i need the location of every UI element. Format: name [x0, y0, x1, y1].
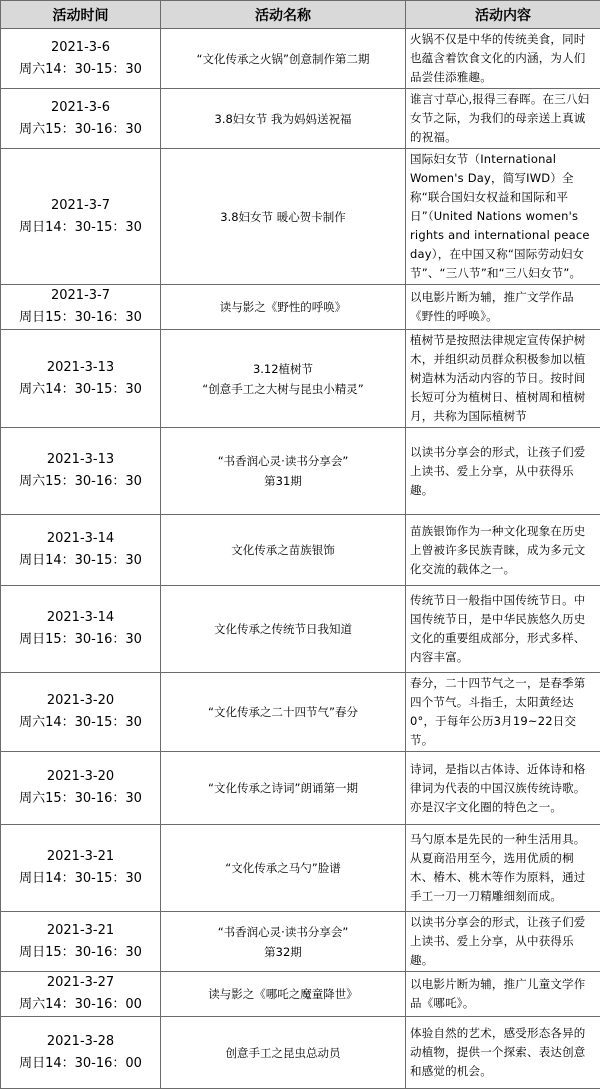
table-row	[1, 89, 600, 149]
activity-time-cell	[1, 912, 161, 972]
activity-content-cell: 苗族银饰作为一种文化现象在历史上曾被许多民族青睐，成为多元文化交流的载体之一。	[406, 515, 600, 586]
activity-name-line: 读与影之《哪吒之魔童降世》	[167, 984, 399, 1004]
activity-date: 2021-3-20	[1, 766, 160, 788]
activity-name-cell	[161, 972, 406, 1017]
activity-content-cell: 以读书分享会的形式，让孩子们爱上读书、爱上分享，从中获得乐趣。	[406, 912, 600, 972]
activity-content-cell: 火锅不仅是中华的传统美食，同时也蕴含着饮食文化的内涵，为人们品尝佳添雅趣。	[406, 29, 600, 89]
activity-date: 2021-3-13	[1, 357, 160, 379]
activity-time-cell	[1, 428, 161, 515]
activity-content-cell: 谁言寸草心,报得三春晖。在三八妇女节之际，为我们的母亲送上真诚的祝福。	[406, 89, 600, 149]
activity-name-cell	[161, 1017, 406, 1089]
table-row	[1, 285, 600, 330]
activity-hours: 周六15：30-16：30	[1, 471, 160, 493]
activity-time-cell	[1, 673, 161, 752]
activity-hours: 周六14：30-16：00	[1, 994, 160, 1016]
table-row	[1, 515, 600, 586]
activity-hours: 周六15：30-16：30	[1, 119, 160, 141]
table-row	[1, 752, 600, 825]
header-name: 活动名称	[161, 1, 406, 29]
activity-date: 2021-3-14	[1, 607, 160, 629]
activity-date: 2021-3-20	[1, 690, 160, 712]
activity-name-line: “文化传承之诗词”朗诵第一期	[167, 778, 399, 798]
activity-name-cell	[161, 330, 406, 428]
activity-content-cell: 马勺原本是先民的一种生活用具。从夏商沿用至今，选用优质的桐木、椿木、桃木等作为原料，通过手工一刀一刀精雕细刻而成。	[406, 825, 600, 912]
activity-time-cell	[1, 515, 161, 586]
activity-time-cell	[1, 825, 161, 912]
table-row	[1, 673, 600, 752]
activity-date: 2021-3-7	[1, 285, 160, 307]
activity-content-cell: 植树节是按照法律规定宣传保护树木，并组织动员群众积极参加以植树造林为活动内容的节日。按时间长短可分为植树日、植树周和植树月，共称为国际植树节	[406, 330, 600, 428]
activity-date: 2021-3-21	[1, 846, 160, 868]
activity-content-cell: 体验自然的艺术，感受形态各异的动植物，提供一个探索、表达创意和感觉的机会。	[406, 1017, 600, 1089]
activity-name-line: “书香润心灵·读书分享会”	[167, 922, 399, 942]
activity-hours: 周日15：30-16：30	[1, 942, 160, 964]
table-row	[1, 29, 600, 89]
activity-date: 2021-3-6	[1, 97, 160, 119]
table-row	[1, 586, 600, 673]
table-row	[1, 149, 600, 285]
activity-content-cell: 国际妇女节（International Women's Day，简写IWD）全称“联合国妇女权益和国际和平日”（United Nations women's rights and international peace day），在中国又称“国际劳动妇女节”、“三八节”和“三八妇女节”。	[406, 149, 600, 285]
activity-name-line: “文化传承之火锅”创意制作第二期	[167, 49, 399, 69]
activity-date: 2021-3-14	[1, 528, 160, 550]
activity-name-cell	[161, 285, 406, 330]
activity-name-cell	[161, 89, 406, 149]
activity-time-cell	[1, 1017, 161, 1089]
activity-name-line: 第31期	[167, 471, 399, 491]
activity-name-line: “书香润心灵·读书分享会”	[167, 451, 399, 471]
header-row	[1, 1, 600, 29]
activity-name-cell	[161, 428, 406, 515]
activity-content-cell: 以电影片断为辅，推广文学作品《野性的呼唤》。	[406, 285, 600, 330]
table-row	[1, 330, 600, 428]
activity-name-cell	[161, 586, 406, 673]
activity-time-cell	[1, 972, 161, 1017]
table-row	[1, 428, 600, 515]
table-row	[1, 972, 600, 1017]
activity-name-line: 创意手工之昆虫总动员	[167, 1043, 399, 1063]
activity-name-cell	[161, 825, 406, 912]
activity-date: 2021-3-13	[1, 449, 160, 471]
activity-name-line: 3.12植树节	[167, 359, 399, 379]
header-time: 活动时间	[1, 1, 161, 29]
activity-time-cell	[1, 29, 161, 89]
activity-name-line: 第32期	[167, 942, 399, 962]
activity-hours: 周六14：30-15：30	[1, 379, 160, 401]
table-row	[1, 1017, 600, 1089]
activity-time-cell	[1, 752, 161, 825]
activity-hours: 周日14：30-16：00	[1, 1053, 160, 1075]
activity-content-cell: 诗词，是指以古体诗、近体诗和格律词为代表的中国汉族传统诗歌。亦是汉字文化圈的特色之一。	[406, 752, 600, 825]
activity-name-line: 文化传承之苗族银饰	[167, 540, 399, 560]
activity-date: 2021-3-7	[1, 195, 160, 217]
activity-name-cell	[161, 752, 406, 825]
activity-hours: 周日14：30-15：30	[1, 868, 160, 890]
activity-date: 2021-3-6	[1, 37, 160, 59]
activity-time-cell	[1, 586, 161, 673]
header-content: 活动内容	[406, 1, 600, 29]
activity-time-cell	[1, 149, 161, 285]
activity-name-line: 3.8妇女节 我为妈妈送祝福	[167, 109, 399, 129]
activity-content-cell: 以读书分享会的形式，让孩子们爱上读书、爱上分享，从中获得乐趣。	[406, 428, 600, 515]
table-row	[1, 912, 600, 972]
activity-hours: 周日15：30-16：30	[1, 307, 160, 329]
activity-name-line: “创意手工之大树与昆虫小精灵”	[167, 379, 399, 399]
activity-hours: 周日14：30-15：30	[1, 217, 160, 239]
activity-hours: 周六14：30-15：30	[1, 59, 160, 81]
activity-name-line: “文化传承之马勺”脸谱	[167, 858, 399, 878]
activity-time-cell	[1, 89, 161, 149]
activity-name-cell	[161, 29, 406, 89]
activity-date: 2021-3-28	[1, 1031, 160, 1053]
activity-hours: 周日15：30-16：30	[1, 629, 160, 651]
activity-name-cell	[161, 515, 406, 586]
activity-hours: 周六14：30-15：30	[1, 712, 160, 734]
activity-date: 2021-3-21	[1, 920, 160, 942]
activity-name-line: 读与影之《野性的呼唤》	[167, 297, 399, 317]
activity-hours: 周六15：30-16：30	[1, 788, 160, 810]
activity-name-line: “文化传承之二十四节气”春分	[167, 702, 399, 722]
activity-name-cell	[161, 149, 406, 285]
table-row	[1, 825, 600, 912]
activity-name-cell	[161, 673, 406, 752]
activity-time-cell	[1, 330, 161, 428]
activity-hours: 周日14：30-15：30	[1, 550, 160, 572]
activity-time-cell	[1, 285, 161, 330]
activity-name-line: 文化传承之传统节日我知道	[167, 619, 399, 639]
activity-name-line: 3.8妇女节 暖心贺卡制作	[167, 207, 399, 227]
activity-content-cell: 春分，二十四节气之一，是春季第四个节气。斗指壬，太阳黄经达0°，于每年公历3月19~22日交节。	[406, 673, 600, 752]
activity-date: 2021-3-27	[1, 972, 160, 994]
activity-name-cell	[161, 912, 406, 972]
activity-content-cell: 以电影片断为辅，推广儿童文学作品《哪吒》。	[406, 972, 600, 1017]
activity-content-cell: 传统节日一般指中国传统节日。中国传统节日，是中华民族悠久历史文化的重要组成部分，形式多样、内容丰富。	[406, 586, 600, 673]
